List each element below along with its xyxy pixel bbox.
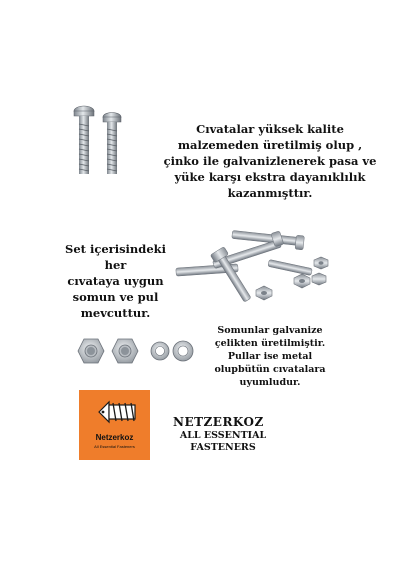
- nuts-washers-image: [74, 334, 198, 368]
- nut-icon: [314, 257, 328, 269]
- brand-name: NETZERKOZ: [173, 415, 264, 429]
- nut-info-line: çelikten üretilmiştir.: [214, 338, 326, 349]
- intro-line: yüke karşı ekstra dayanıklılık: [174, 170, 366, 184]
- nut-icon: [78, 339, 104, 363]
- washer-icon: [173, 341, 193, 361]
- brand-tagline-line: ALL ESSENTIAL: [179, 430, 267, 441]
- nut-info-line: Pullar ise metal: [227, 351, 313, 362]
- logo-wordmark: Netzerkoz: [95, 433, 134, 442]
- intro-line: kazanmışttır.: [227, 186, 313, 200]
- nut-info-line: Somunlar galvanize: [217, 325, 323, 336]
- bolt-icon: [74, 106, 94, 174]
- brand-tagline-line: FASTENERS: [190, 442, 256, 453]
- set-info-line: Set içerisindeki her: [65, 242, 166, 272]
- bolt-icon: [268, 260, 312, 276]
- nut-icon: [256, 286, 272, 300]
- set-info-line: somun ve pul: [72, 290, 159, 304]
- bolt-pile-image: [172, 228, 332, 308]
- brand-logo: [79, 390, 150, 460]
- screw-logo-icon: [79, 390, 150, 434]
- nut-icon: [294, 274, 310, 288]
- intro-line: malzemeden üretilmiş olup ,: [177, 138, 363, 152]
- nut-icon: [112, 339, 138, 363]
- washer-icon: [151, 342, 169, 360]
- intro-text: [155, 121, 385, 201]
- intro-line: çinko ile galvanizlenerek pasa ve: [163, 154, 377, 168]
- set-info-text: [58, 241, 173, 321]
- logo-subtext: All Essential Fasteners: [94, 444, 135, 449]
- nut-info-line: olupbütün cıvatalara: [214, 364, 326, 375]
- set-info-line: mevcuttur.: [80, 306, 151, 320]
- two-bolts-image: [70, 104, 128, 176]
- nut-icon: [312, 273, 326, 285]
- brand-tagline: [173, 430, 273, 454]
- bolt-icon: [103, 113, 121, 175]
- nut-info-line: uyumludur.: [239, 377, 301, 388]
- set-info-line: cıvataya uygun: [67, 274, 164, 288]
- intro-line: Cıvatalar yüksek kalite: [196, 122, 344, 136]
- nut-info-text: [207, 324, 333, 389]
